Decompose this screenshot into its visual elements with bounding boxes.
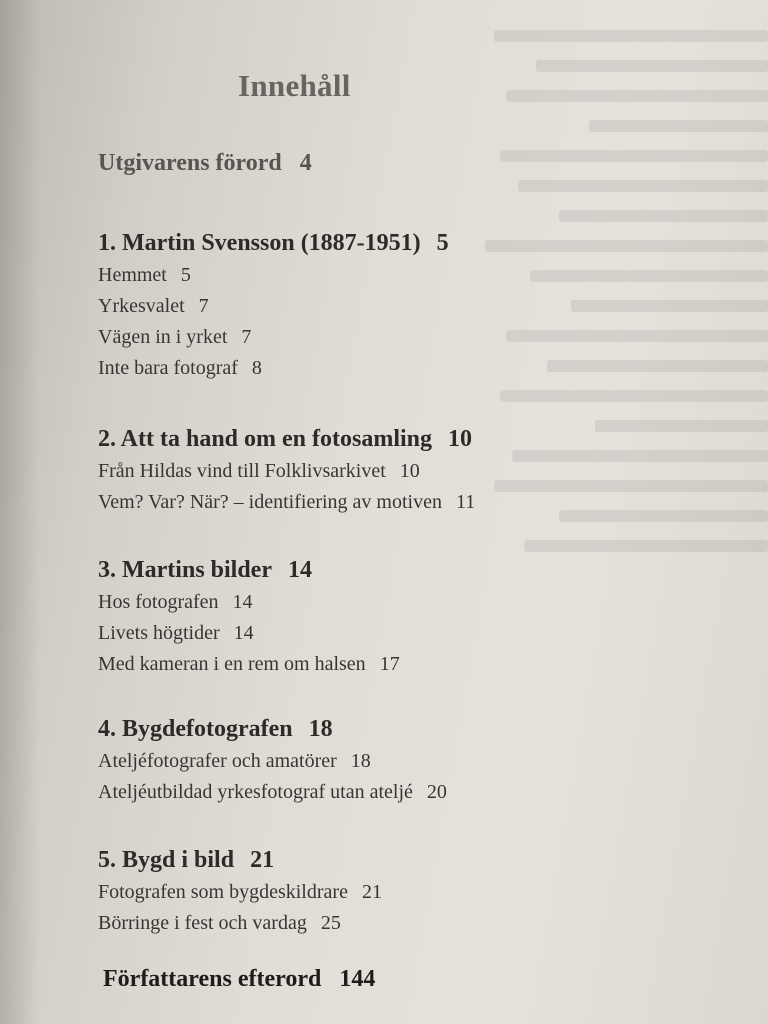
section-title: Inte bara fotograf xyxy=(98,357,238,379)
chapter-heading[interactable] xyxy=(98,845,618,875)
section-page-number: 25 xyxy=(320,912,341,934)
chapter-heading[interactable] xyxy=(98,424,618,454)
section-page-number: 8 xyxy=(251,357,262,379)
section-title: Ateljéfotografer och amatörer xyxy=(98,750,337,772)
chapter-title: 2. Att ta hand om en fotosamling xyxy=(98,426,433,452)
chapter-heading[interactable] xyxy=(98,555,618,585)
toc-section[interactable] xyxy=(98,746,618,777)
toc-section[interactable] xyxy=(98,777,618,808)
section-page-number: 17 xyxy=(379,653,400,675)
toc-chapter-5 xyxy=(98,845,618,939)
toc-chapter-1 xyxy=(98,228,618,384)
section-title: Yrkesvalet xyxy=(98,295,185,317)
section-title: Vägen in i yrket xyxy=(98,326,228,348)
chapter-title: 5. Bygd i bild xyxy=(98,847,235,873)
entry-page-number: 144 xyxy=(339,966,376,992)
section-title: Med kameran i en rem om halsen xyxy=(98,653,366,675)
chapter-title: 4. Bygdefotografen xyxy=(98,716,293,742)
chapter-page-number: 10 xyxy=(448,426,473,452)
toc-section[interactable] xyxy=(98,908,618,939)
section-title: Ateljéutbildad yrkesfotograf utan ateljé xyxy=(98,781,413,803)
section-page-number: 20 xyxy=(426,781,447,803)
chapter-page-number: 5 xyxy=(436,230,449,256)
entry-label: Utgivarens förord xyxy=(98,150,282,176)
toc-section[interactable] xyxy=(98,260,618,291)
chapter-page-number: 18 xyxy=(308,716,333,742)
entry-page-number: 4 xyxy=(299,150,312,176)
toc-section[interactable] xyxy=(98,649,618,680)
page-title: Innehåll xyxy=(238,68,351,103)
toc-section[interactable] xyxy=(98,322,618,353)
section-title: Från Hildas vind till Folklivsarkivet xyxy=(98,460,386,482)
section-page-number: 14 xyxy=(233,622,254,644)
section-page-number: 5 xyxy=(180,264,191,286)
toc-chapter-4 xyxy=(98,714,618,808)
toc-section[interactable] xyxy=(98,487,618,518)
toc-section[interactable] xyxy=(98,456,618,487)
toc-section[interactable] xyxy=(98,587,618,618)
toc-chapter-2 xyxy=(98,424,618,518)
chapter-page-number: 21 xyxy=(250,847,275,873)
section-page-number: 14 xyxy=(232,591,253,613)
chapter-heading[interactable] xyxy=(98,228,618,258)
toc-entry-foreword[interactable] xyxy=(98,150,312,177)
section-page-number: 10 xyxy=(399,460,420,482)
toc-chapter-3 xyxy=(98,555,618,680)
section-title: Vem? Var? När? – identifiering av motiven xyxy=(98,491,442,513)
chapter-page-number: 14 xyxy=(288,557,312,583)
section-page-number: 18 xyxy=(350,750,371,772)
section-page-number: 21 xyxy=(361,881,382,903)
entry-label: Författarens efterord xyxy=(103,966,322,992)
section-title: Livets högtider xyxy=(98,622,220,644)
section-title: Fotografen som bygdeskildrare xyxy=(98,881,348,903)
chapter-title: 1. Martin Svensson (1887-1951) xyxy=(98,230,421,256)
toc-section[interactable] xyxy=(98,353,618,384)
page-shadow xyxy=(0,0,40,1024)
toc-entry-afterword[interactable] xyxy=(103,966,375,993)
section-title: Hemmet xyxy=(98,264,167,286)
section-page-number: 7 xyxy=(241,326,252,348)
section-page-number: 7 xyxy=(198,295,209,317)
toc-section[interactable] xyxy=(98,877,618,908)
chapter-title: 3. Martins bilder xyxy=(98,557,272,583)
toc-section[interactable] xyxy=(98,291,618,322)
section-title: Börringe i fest och vardag xyxy=(98,912,307,934)
section-title: Hos fotografen xyxy=(98,591,219,613)
chapter-heading[interactable] xyxy=(98,714,618,744)
toc-section[interactable] xyxy=(98,618,618,649)
section-page-number: 11 xyxy=(455,491,476,513)
